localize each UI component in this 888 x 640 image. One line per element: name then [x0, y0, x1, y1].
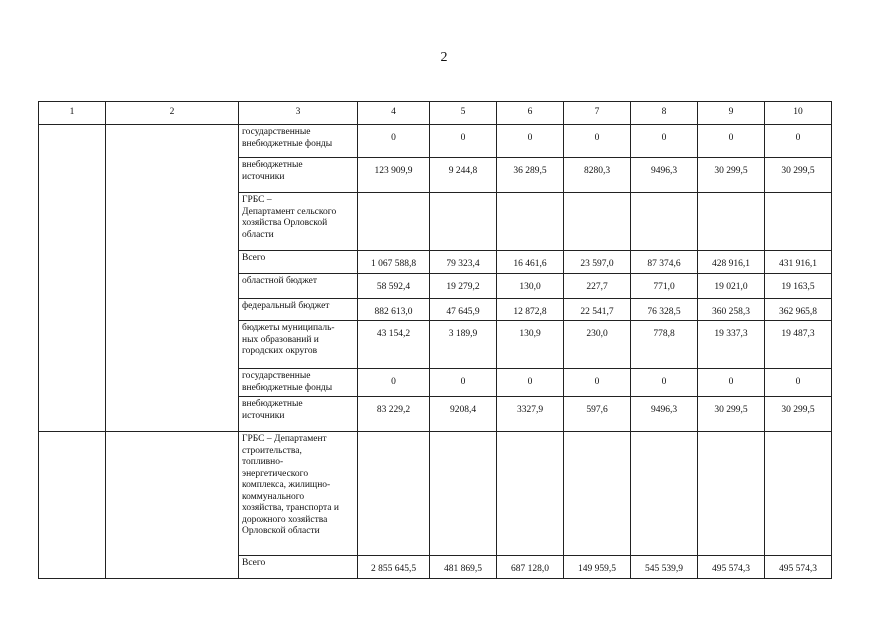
value-cell: 87 374,6: [631, 251, 698, 274]
value-cell: 0: [497, 369, 564, 397]
program-cell: [106, 125, 239, 432]
row-number-cell: [39, 125, 106, 432]
row-label-line: ГРБС – Департамент: [242, 434, 327, 444]
value-cell: 882 613,0: [358, 298, 430, 321]
value-cell: [631, 432, 698, 556]
row-number-cell: [39, 432, 106, 579]
value-cell: [698, 193, 765, 251]
value-cell: [430, 193, 497, 251]
column-header: 4: [358, 102, 430, 125]
header-row: [39, 102, 832, 125]
value-cell: 36 289,5: [497, 158, 564, 193]
value-cell: 0: [698, 125, 765, 158]
value-cell: 19 279,2: [430, 273, 497, 298]
table-body: [39, 125, 832, 579]
row-label-line: Департамент сельского: [242, 206, 337, 217]
column-header: 8: [631, 102, 698, 125]
value-cell: 2 855 645,5: [358, 556, 430, 579]
row-label-line: федеральный бюджет: [242, 300, 330, 311]
row-label-line: области: [242, 229, 274, 240]
value-cell: 431 916,1: [765, 251, 832, 274]
value-cell: [497, 193, 564, 251]
row-label-cell: [239, 369, 358, 397]
value-cell: 149 959,5: [564, 556, 631, 579]
value-cell: 0: [564, 369, 631, 397]
value-cell: 19 163,5: [765, 273, 832, 298]
value-cell: 9208,4: [430, 397, 497, 432]
value-cell: 227,7: [564, 273, 631, 298]
value-cell: [631, 193, 698, 251]
value-cell: 19 487,3: [765, 321, 832, 369]
value-cell: 123 909,9: [358, 158, 430, 193]
table-header: [39, 102, 832, 125]
value-cell: 0: [430, 369, 497, 397]
value-cell: [765, 432, 832, 556]
value-cell: 79 323,4: [430, 251, 497, 274]
budget-table: [38, 101, 832, 579]
value-cell: 230,0: [564, 321, 631, 369]
row-label-cell: [239, 556, 358, 579]
value-cell: 30 299,5: [765, 158, 832, 193]
row-label-line: внебюджетные: [242, 399, 303, 409]
value-cell: 83 229,2: [358, 397, 430, 432]
row-label-cell: [239, 321, 358, 369]
value-cell: 771,0: [631, 273, 698, 298]
row-label-line: комплекса, жилищно-: [242, 480, 331, 490]
row-label-line: областной бюджет: [242, 275, 318, 286]
column-header: 10: [765, 102, 832, 125]
value-cell: 0: [358, 125, 430, 158]
value-cell: 9 244,8: [430, 158, 497, 193]
column-header: 6: [497, 102, 564, 125]
value-cell: 23 597,0: [564, 251, 631, 274]
row-label-line: Всего: [242, 253, 266, 263]
value-cell: 3327,9: [497, 397, 564, 432]
column-header: 3: [239, 102, 358, 125]
value-cell: 481 869,5: [430, 556, 497, 579]
value-cell: [497, 432, 564, 556]
value-cell: 19 337,3: [698, 321, 765, 369]
value-cell: [765, 193, 832, 251]
value-cell: 130,0: [497, 273, 564, 298]
column-header: 1: [39, 102, 106, 125]
value-cell: 9496,3: [631, 158, 698, 193]
column-header: 2: [106, 102, 239, 125]
value-cell: 0: [765, 125, 832, 158]
value-cell: 16 461,6: [497, 251, 564, 274]
row-label-line: топливно-: [242, 457, 284, 467]
row-label-cell: [239, 158, 358, 193]
value-cell: 495 574,3: [698, 556, 765, 579]
value-cell: 360 258,3: [698, 298, 765, 321]
value-cell: [358, 193, 430, 251]
value-cell: [358, 432, 430, 556]
column-header: 5: [430, 102, 497, 125]
value-cell: 30 299,5: [698, 158, 765, 193]
row-label-line: дорожного хозяйства: [242, 514, 328, 525]
row-label-cell: [239, 298, 358, 321]
table-row: [39, 125, 832, 158]
value-cell: 778,8: [631, 321, 698, 369]
row-label-line: государственные: [242, 127, 311, 137]
row-label-line: государственные: [242, 371, 311, 381]
value-cell: 12 872,8: [497, 298, 564, 321]
value-cell: 47 645,9: [430, 298, 497, 321]
value-cell: 428 916,1: [698, 251, 765, 274]
column-header: 7: [564, 102, 631, 125]
row-label-cell: [239, 397, 358, 432]
value-cell: 0: [631, 369, 698, 397]
value-cell: 0: [564, 125, 631, 158]
value-cell: 0: [765, 369, 832, 397]
value-cell: 0: [358, 369, 430, 397]
row-label-line: внебюджетные фонды: [242, 382, 333, 393]
value-cell: 0: [497, 125, 564, 158]
value-cell: [564, 432, 631, 556]
value-cell: 1 067 588,8: [358, 251, 430, 274]
row-label-line: строительства,: [242, 445, 302, 456]
column-header: 9: [698, 102, 765, 125]
row-label-line: городских округов: [242, 346, 318, 356]
row-label-line: внебюджетные: [242, 160, 303, 170]
value-cell: 22 541,7: [564, 298, 631, 321]
page-number: 2: [440, 50, 448, 65]
row-label-cell: [239, 251, 358, 274]
value-cell: 130,9: [497, 321, 564, 369]
value-cell: [430, 432, 497, 556]
value-cell: 30 299,5: [698, 397, 765, 432]
value-cell: 3 189,9: [430, 321, 497, 369]
row-label-line: энергетического: [242, 468, 309, 479]
row-label-cell: [239, 193, 358, 251]
value-cell: 545 539,9: [631, 556, 698, 579]
value-cell: 0: [698, 369, 765, 397]
row-label-line: ГРБС –: [242, 195, 272, 205]
value-cell: [698, 432, 765, 556]
value-cell: 43 154,2: [358, 321, 430, 369]
row-label-line: источники: [242, 171, 285, 182]
row-label-line: ных образований и: [242, 334, 319, 345]
value-cell: 30 299,5: [765, 397, 832, 432]
value-cell: 76 328,5: [631, 298, 698, 321]
value-cell: 0: [631, 125, 698, 158]
row-label-cell: [239, 125, 358, 158]
row-label-line: хозяйства Орловской: [242, 218, 328, 228]
row-label-line: хозяйства, транспорта и: [242, 503, 339, 513]
program-cell: [106, 432, 239, 579]
row-label-line: внебюджетные фонды: [242, 138, 333, 149]
row-label-line: Всего: [242, 558, 266, 568]
value-cell: 362 965,8: [765, 298, 832, 321]
value-cell: 19 021,0: [698, 273, 765, 298]
table-row: [39, 432, 832, 556]
value-cell: 0: [430, 125, 497, 158]
row-label-cell: [239, 273, 358, 298]
value-cell: 597,6: [564, 397, 631, 432]
row-label-line: источники: [242, 410, 285, 421]
value-cell: 58 592,4: [358, 273, 430, 298]
value-cell: 9496,3: [631, 397, 698, 432]
value-cell: 8280,3: [564, 158, 631, 193]
row-label-line: коммунального: [242, 491, 305, 502]
row-label-cell: [239, 432, 358, 556]
value-cell: [564, 193, 631, 251]
value-cell: 495 574,3: [765, 556, 832, 579]
row-label-line: бюджеты муниципаль-: [242, 323, 335, 333]
row-label-line: Орловской области: [242, 526, 320, 536]
value-cell: 687 128,0: [497, 556, 564, 579]
